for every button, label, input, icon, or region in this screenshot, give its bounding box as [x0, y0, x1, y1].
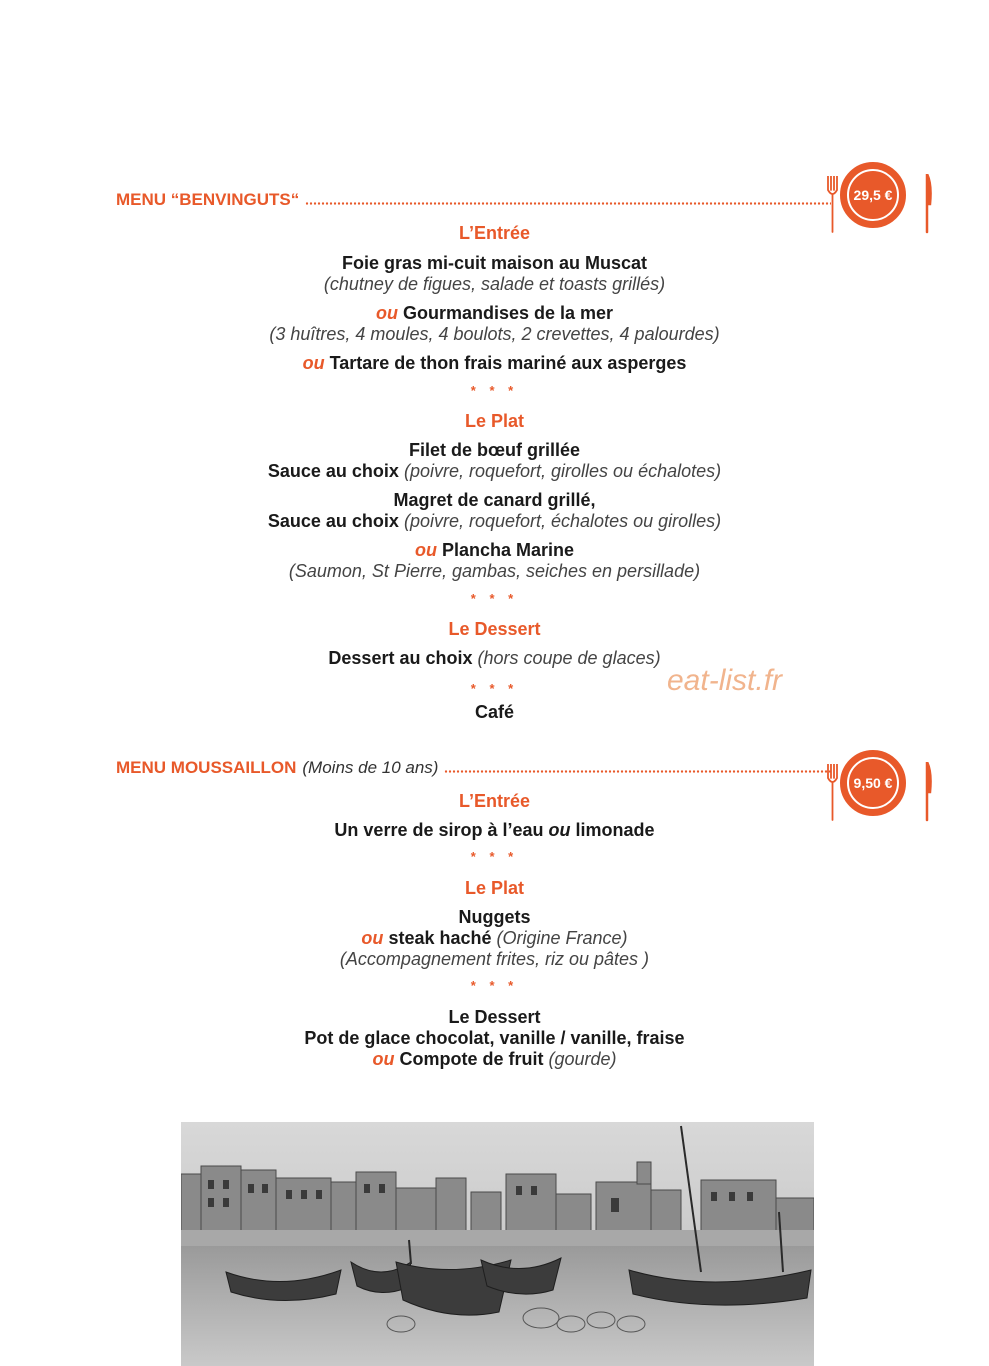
vintage-harbour-photo: [181, 1122, 814, 1366]
separator: * * *: [470, 591, 519, 606]
or-label: ou: [375, 303, 398, 323]
drink-a: Un verre de sirop à l’eau: [334, 820, 544, 840]
drink-b: limonade: [575, 820, 655, 840]
plat-3-note: (Saumon, St Pierre, gambas, seiches en persillade): [288, 561, 701, 581]
plat-2: Magret de canard grillé,: [393, 490, 596, 510]
plat-2-note: (Origine France): [496, 928, 628, 948]
sauce-label: Sauce au choix: [267, 511, 399, 531]
entree-2-line: [0, 302, 989, 324]
plat-3: Plancha Marine: [441, 540, 575, 560]
or-label: ou: [361, 928, 384, 948]
or-label: ou: [372, 1049, 395, 1069]
entree-heading: L’Entrée: [458, 223, 531, 243]
plat-2-note: (poivre, roquefort, échalotes ou girolles): [403, 511, 722, 531]
plat-2: steak haché: [388, 928, 492, 948]
entree-2: Gourmandises de la mer: [402, 303, 614, 323]
or-label: ou: [302, 353, 325, 373]
plat-3-line: [0, 539, 989, 561]
dessert-2: Compote de fruit: [399, 1049, 544, 1069]
entree-1: Foie gras mi-cuit maison au Muscat: [341, 253, 648, 273]
entree-3-line: [0, 352, 989, 374]
price-value: 29,5 €: [847, 169, 899, 221]
price-value: 9,50 €: [847, 757, 899, 809]
plat-1: Filet de bœuf grillée: [408, 440, 580, 460]
plat-2-sauce-line: [0, 510, 989, 532]
dessert-heading: Le Dessert: [448, 1007, 541, 1027]
dessert-2-note: (gourde): [548, 1049, 617, 1069]
plat-1: Nuggets: [458, 907, 531, 927]
menu-benvinguts-header: [116, 190, 831, 210]
dessert-1: Pot de glace chocolat, vanille / vanille, fraise: [304, 1028, 685, 1048]
dessert: Dessert au choix: [328, 648, 473, 668]
dessert-2-line: [0, 1048, 989, 1070]
plat-1-note: (poivre, roquefort, girolles ou échalotes): [403, 461, 722, 481]
drink-line: [0, 819, 989, 841]
dessert-heading: Le Dessert: [448, 619, 541, 639]
separator: * * *: [470, 978, 519, 993]
menu-title: MENU “BENVINGUTS“: [116, 190, 300, 209]
separator: * * *: [470, 849, 519, 864]
or-label: ou: [414, 540, 437, 560]
menu-title: MENU MOUSSAILLON: [116, 758, 297, 777]
or-label: ou: [548, 820, 571, 840]
separator: * * *: [470, 383, 519, 398]
menu-moussaillon-header: [116, 758, 831, 778]
dessert-note: (hors coupe de glaces): [477, 648, 661, 668]
watermark: eat-list.fr: [667, 664, 783, 697]
dotted-leader: [444, 770, 831, 773]
separator: * * *: [470, 681, 519, 696]
menu-subtitle: (Moins de 10 ans): [302, 758, 439, 777]
entree-2-note: (3 huîtres, 4 moules, 4 boulots, 2 crevettes, 4 palourdes): [269, 324, 720, 344]
entree-heading: L’Entrée: [458, 791, 531, 811]
sauce-label: Sauce au choix: [267, 461, 399, 481]
dotted-leader: [305, 202, 831, 205]
cafe: Café: [474, 702, 514, 722]
plat-1-sauce-line: [0, 460, 989, 482]
dessert-line: [0, 647, 989, 669]
plat-2-line: [0, 927, 989, 949]
entree-1-note: (chutney de figues, salade et toasts grillés): [323, 274, 666, 294]
plat-note: (Accompagnement frites, riz ou pâtes ): [339, 949, 650, 969]
entree-3: Tartare de thon frais mariné aux asperges: [329, 353, 687, 373]
plat-heading: Le Plat: [464, 878, 525, 898]
plat-heading: Le Plat: [464, 411, 525, 431]
